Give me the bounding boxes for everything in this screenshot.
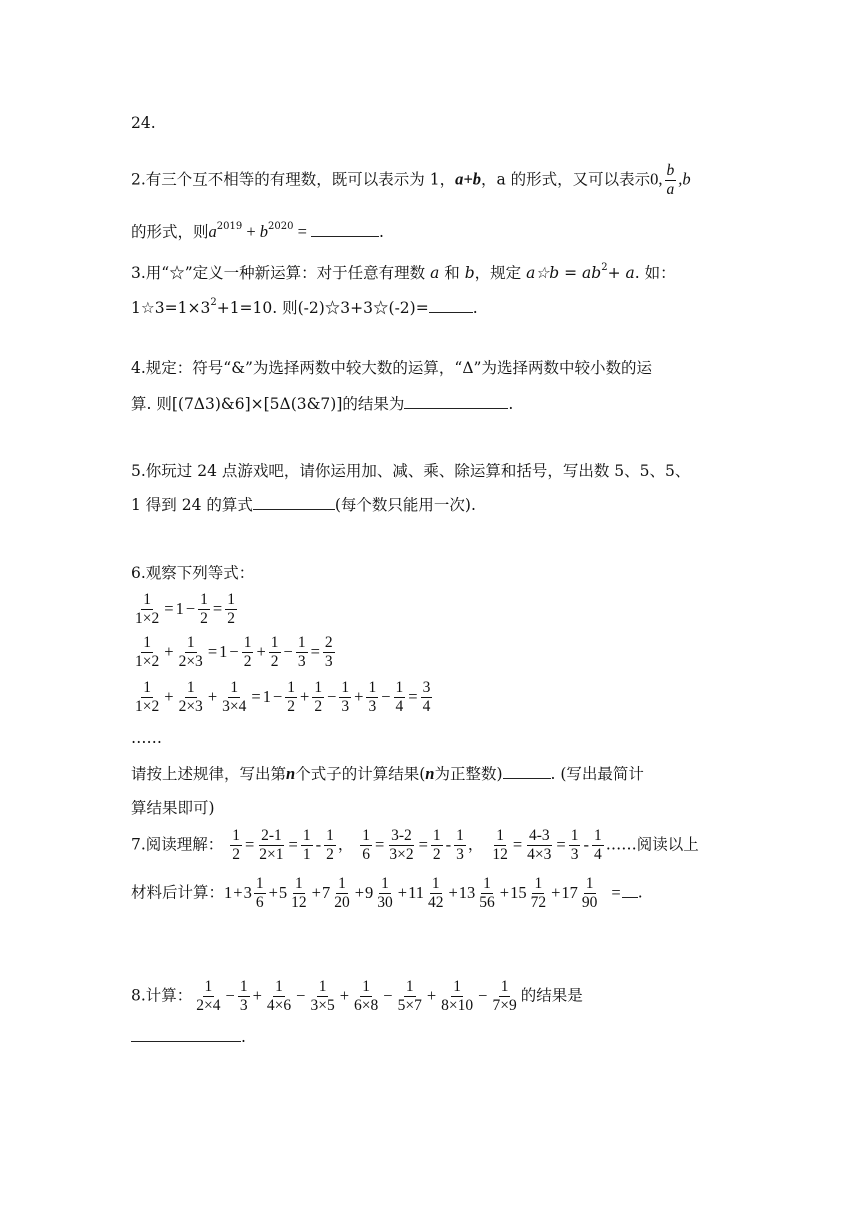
plus-sign: +: [448, 882, 458, 902]
q5-line1: 5.你玩过 24 点游戏吧，请你运用加、减、乘、除运算和括号，写出数 5、5、5、: [131, 462, 691, 480]
q6-title: 6.观察下列等式：: [131, 564, 255, 582]
operator: −: [383, 985, 393, 1005]
mixed-number-whole: 13: [458, 882, 476, 902]
q5-line2: 1 得到 24 的算式 (每个数只能用一次).: [131, 496, 476, 514]
operator: +: [426, 985, 437, 1005]
q6-equation-2: $\frac{1}{1\times 2}$ + $\frac{1}{2\times 3}$ = 1 − $\frac{1}{2}$ + $\frac{1}{2}$ − $\frac{1}{3}$ = $\frac{2}{3}$: [135, 634, 333, 670]
fraction-term: $\frac{1}{3\times 5}$: [310, 978, 335, 1014]
plus-sign: +: [551, 882, 561, 902]
mixed-number-whole: 1: [224, 882, 233, 902]
answer-blank: [404, 394, 508, 409]
a-plus-b: a+b: [455, 169, 481, 189]
answer-blank: [253, 495, 335, 510]
answer-blank: [131, 1027, 241, 1042]
fraction-term: $\frac{1}{3}$: [239, 978, 248, 1014]
q8-line2: .: [131, 1026, 246, 1048]
prev-answer-fragment: 24.: [131, 114, 156, 132]
q8-line1: 8.计算： $\frac{1}{2\times 4}$ − $\frac{1}{3}$ + $\frac{1}{4\times 6}$ − $\frac{1}{3\times 5}$ + $\frac{1}{6\times 8}$ − $\frac{1}{5\times 7}$ + $\frac{1}{8\times 10}$ − $\frac{1}{7\times 9}$ 的结果是: [131, 978, 583, 1014]
plus-sign: +: [311, 882, 321, 902]
q6-ellipsis: ……: [131, 729, 162, 747]
q7-line2: 材料后计算：1+3 $\frac{1}{6}$ +5 $\frac{1}{12}$ +7 $\frac{1}{20}$ +9 $\frac{1}{30}$ +11 $\frac{1}{42}$ +13 $\frac{1}{56}$ +15 $\frac{1}{72}$ +17 $\frac{1}{90}$ = .: [131, 875, 643, 911]
plus-sign: +: [268, 882, 278, 902]
q6-ask-line2: 算结果即可): [131, 799, 215, 817]
mixed-number-fraction: $\frac{1}{90}$: [581, 875, 598, 911]
plus-sign: +: [499, 882, 510, 902]
q3-line2: $1☆3=1\times 3^2+1=10$. 则(-2)☆3+3☆(-2)= .: [131, 297, 478, 318]
answer-blank: [622, 883, 638, 898]
mixed-number-fraction: $\frac{1}{6}$: [255, 875, 264, 911]
q6-ask-line1: 请按上述规律，写出第n个式子的计算结果(n为正整数) . (写出最简计: [131, 764, 644, 783]
q6-equation-3: $\frac{1}{1\times 2}$ + $\frac{1}{2\times 3}$ + $\frac{1}{3\times 4}$ = 1 − $\frac{1}{2}$ + $\frac{1}{2}$ − $\frac{1}{3}$ + $\frac{1}{3}$ − $\frac{1}{4}$ = $\frac{3}{4}$: [135, 679, 431, 715]
mixed-number-fraction: $\frac{1}{72}$: [530, 875, 547, 911]
q6-equation-1: $\frac{1}{1\times 2}$ = 1 − $\frac{1}{2}$ = $\frac{1}{2}$: [135, 591, 235, 627]
plus-sign: +: [354, 882, 365, 902]
plus-sign: +: [397, 882, 408, 902]
operator: −: [478, 985, 488, 1005]
q4-line1: 4.规定：符号“&”为选择两数中较大数的运算，“Δ”为选择两数中较小数的运: [131, 359, 652, 377]
fraction-b-over-a: $\frac{b}{a}$: [666, 162, 675, 198]
q2-line1: 2.有三个互不相等的有理数，既可以表示为 1，a+b，a 的形式，又可以表示0, $\frac{b}{a}$ ,b: [131, 162, 691, 198]
q2-line2: 的形式，则$a^{2019} + b^{2020}$ = .: [131, 221, 384, 242]
operator: −: [296, 985, 306, 1005]
fraction-term: $\frac{1}{7\times 9}$: [492, 978, 517, 1014]
plus-sign: +: [233, 882, 243, 902]
answer-blank: [311, 222, 379, 237]
mixed-number-fraction: $\frac{1}{42}$: [427, 875, 444, 911]
mixed-number-whole: 7: [321, 882, 331, 902]
answer-blank: [429, 298, 473, 313]
mixed-number-fraction: $\frac{1}{56}$: [479, 875, 495, 911]
q7-line1: 7.阅读理解： $\frac{1}{2}$ = $\frac{2-1}{2\times 1}$ = $\frac{1}{1}$ - $\frac{1}{2}$ ， $\frac{1}{6}$ = $\frac{3-2}{3\times 2}$ = $\frac{1}{2}$ - $\frac{1}{3}$ ， $\frac{1}{12}$ = $\frac{4-3}{4\times 3}$ = $\frac{1}{3}$ - $\frac{1}{4}$ ……阅读以上: [131, 827, 699, 863]
q3-line1: 3.用“☆”定义一种新运算：对于任意有理数 a 和 b，规定 a☆b = $ab^2+ a$. 如：: [131, 262, 676, 283]
answer-blank: [503, 764, 551, 779]
operator: −: [225, 985, 235, 1005]
fraction-term: $\frac{1}{6\times 8}$: [354, 978, 379, 1014]
operator: +: [252, 985, 262, 1005]
mixed-number-fraction: $\frac{1}{30}$: [377, 875, 393, 911]
fraction-term: $\frac{1}{5\times 7}$: [397, 978, 422, 1014]
mixed-number-whole: 15: [510, 882, 527, 902]
mixed-number-whole: 5: [278, 882, 288, 902]
operator: +: [339, 985, 350, 1005]
mixed-number-whole: 3: [243, 882, 252, 902]
fraction-term: $\frac{1}{4\times 6}$: [266, 978, 292, 1014]
mixed-number-fraction: $\frac{1}{12}$: [291, 875, 307, 911]
q4-line2: 算. 则[(7Δ3)&6]×[5Δ(3&7)]的结果为 .: [131, 395, 514, 413]
mixed-number-fraction: $\frac{1}{20}$: [334, 875, 350, 911]
mixed-number-whole: 11: [408, 882, 424, 902]
fraction-term: $\frac{1}{2\times 4}$: [196, 978, 221, 1014]
mixed-number-whole: 9: [365, 882, 374, 902]
fraction-term: $\frac{1}{8\times 10}$: [441, 978, 474, 1014]
mixed-number-whole: 17: [561, 882, 578, 902]
